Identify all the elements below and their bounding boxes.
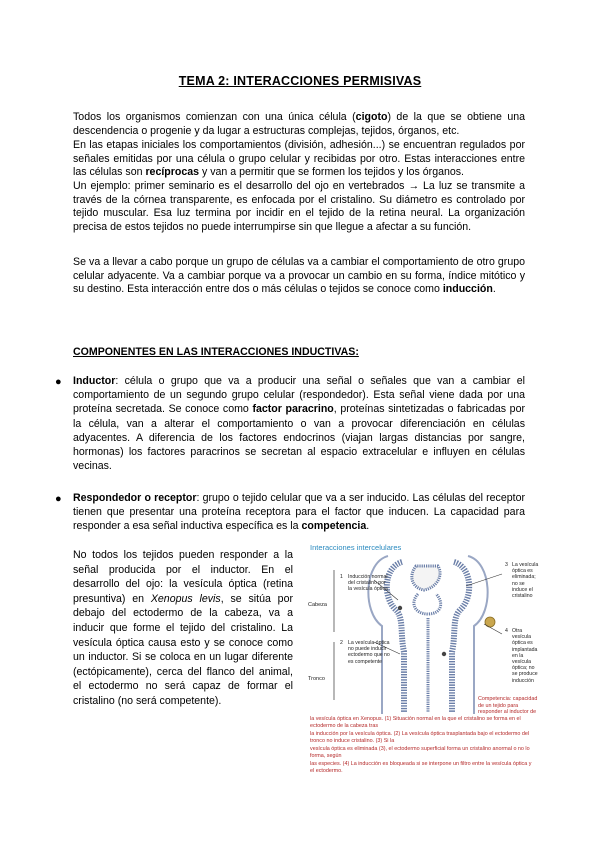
- intro-paragraph-2: [73, 139, 525, 180]
- figure-number-1: 1: [340, 574, 343, 580]
- label-tronco: Tronco: [308, 676, 325, 682]
- figure-label-3: La vesícula óptica es eliminada; no se induce el cristalino: [512, 562, 539, 600]
- text-run: En las etapas iniciales los comportamientos (división, adhesión...) se encuentran regulados por señales emitidas por una célula o grupo celular y recibidas por otro. Estas interacciones entre las células son: [73, 139, 525, 179]
- figure-caption-line-4: las especies. (4) La inducción es bloqueada si se interpone un filtro entre la vesícula óptica y el ectodermo.: [310, 761, 532, 775]
- text-run: No todos los tejidos pueden responder a la señal producida por el inductor. En el desarrollo del ojo: la vesícula óptica (retina presuntiva) en: [73, 549, 293, 605]
- side-paragraph: [73, 548, 293, 709]
- label-cabeza: Cabeza: [308, 602, 327, 608]
- pointer-line-3: [466, 574, 502, 586]
- brain-fold: [412, 566, 440, 590]
- figure-label-2: La vesícula óptica no puede inducir ectodermo que no es competente: [348, 640, 390, 665]
- intro-paragraph-4: [73, 256, 525, 297]
- bold-term-competencia: competencia: [301, 520, 367, 533]
- text-run: : grupo o tejido celular que va a ser inducido. Las células del receptor tienen que presentar una proteína receptora para el factor que inducen. La capacidad para responder a esa señal inductiva específica es la: [73, 492, 525, 533]
- bullet-inductor: [73, 374, 525, 473]
- italic-species-name: Xenopus levis: [150, 592, 221, 605]
- bullet-term: Respondedor o receptor: [73, 492, 197, 504]
- text-run: , se sitúa por debajo del ectodermo de la cabeza, va a inducir que forme el tejido del cristalino. La vesícula óptica causa esto y se conoce como un inductor. Si se coloca en un lugar diferente (ectópicamente), cerca del flanco del animal, el ectodermo no será capaz de formar el cristalino (no será competente).: [73, 592, 293, 707]
- figure-caption-line-1: la vesícula óptica en Xenopus. (1) Situación normal en la que el cristalino se forma en el ectodermo de la cabeza tras: [310, 716, 521, 730]
- bold-term-reciprocas: recíprocas: [145, 166, 200, 179]
- text-run: , proteínas sintetizadas o fabricadas por la célula, van a alterar el comportamiento o van a provocar diferenciación en células adyacentes. A diferencia de los factores endocrinos (viajan largas distancias por sangre, hormonas) los factores paracrinos se secretan al espacio extracelular e influyen en células vecinas.: [73, 403, 525, 473]
- bullet-dot-icon: ●: [55, 493, 62, 505]
- figure-number-2: 2: [340, 640, 343, 646]
- figure-caption-line-3: vesícula óptica es eliminada (3), el ectodermo superficial forma un cristalino anormal o no lo forma, según: [310, 746, 530, 760]
- figure-caption-right: Competencia: capacidad de un tejido para responder al inductor de: [478, 696, 538, 716]
- text-run: Se va a llevar a cabo porque un grupo de células va a cambiar el comportamiento de otro grupo celular adyacente. Va a cambiar porque va a provocar un cambio en su forma, índice mitótico y su destino. Esta interacción entre dos o más células o tejidos se conoce como: [73, 256, 525, 296]
- bold-term-induccion: inducción: [442, 283, 493, 296]
- text-run: .: [492, 283, 496, 296]
- figure-number-4: 4: [505, 628, 508, 634]
- optic-vesicle-fold: [414, 594, 441, 614]
- vesicle-marker-dot: [442, 652, 446, 656]
- bold-term-factor-paracrino: factor paracrino: [252, 403, 334, 416]
- bullet-term: Inductor: [73, 375, 116, 387]
- document-title: TEMA 2: INTERACCIONES PERMISIVAS: [178, 74, 422, 88]
- section-heading: COMPONENTES EN LAS INTERACCIONES INDUCTIVAS:: [73, 346, 359, 358]
- text-run: Todos los organismos comienzan con una única célula (: [73, 111, 356, 123]
- text-run: .: [366, 520, 370, 533]
- bold-term-cigoto: cigoto: [355, 111, 388, 123]
- figure-caption-line-2: la inducción por la vesícula óptica. (2) La vesícula óptica trasplantada bajo el ectodermo del tronco no induce cristalino. (3) Si la: [310, 731, 530, 745]
- figure-number-3: 3: [505, 562, 508, 568]
- bullet-respondedor: [73, 491, 525, 534]
- text-run: : célula o grupo que va a producir una señal o señales que van a cambiar el comportamiento de un segundo grupo celular (respondedor). Esta señal viene dada por una proteína secretada. Se conoce como: [73, 375, 525, 416]
- vesicle-marker-dot: [398, 606, 402, 610]
- figure-label-1: Inducción normal del cristalino por la vesícula óptica: [348, 574, 388, 593]
- text-run: y van a permitir que se formen los tejidos y los órganos.: [199, 166, 464, 179]
- text-run: ) de la que se obtiene una descendencia o progenie y da lugar a estructuras complejas, tejidos, órganos, etc.: [73, 111, 525, 137]
- figure-title: Interacciones intercelulares: [310, 543, 402, 552]
- intro-paragraph-1: [73, 111, 525, 138]
- embryo-induction-diagram: [304, 542, 536, 722]
- bullet-dot-icon: ●: [55, 376, 62, 388]
- figure-label-4: Otra vesícula óptica es implantada en la vesícula óptica; no se produce inducción: [512, 628, 538, 684]
- intro-paragraph-3: Un ejemplo: primer seminario es el desarrollo del ojo en vertebrados → La luz se transmite a través de la córnea transparente, es enfocada por el cristalino. Su diámetro es controlado por tejido muscular. Esa luz termina por incidir en el tejido de la retina neural. La organización precisa de estos tejidos no puede interrumpirse sin que llegue a afectar a su función.: [73, 180, 525, 233]
